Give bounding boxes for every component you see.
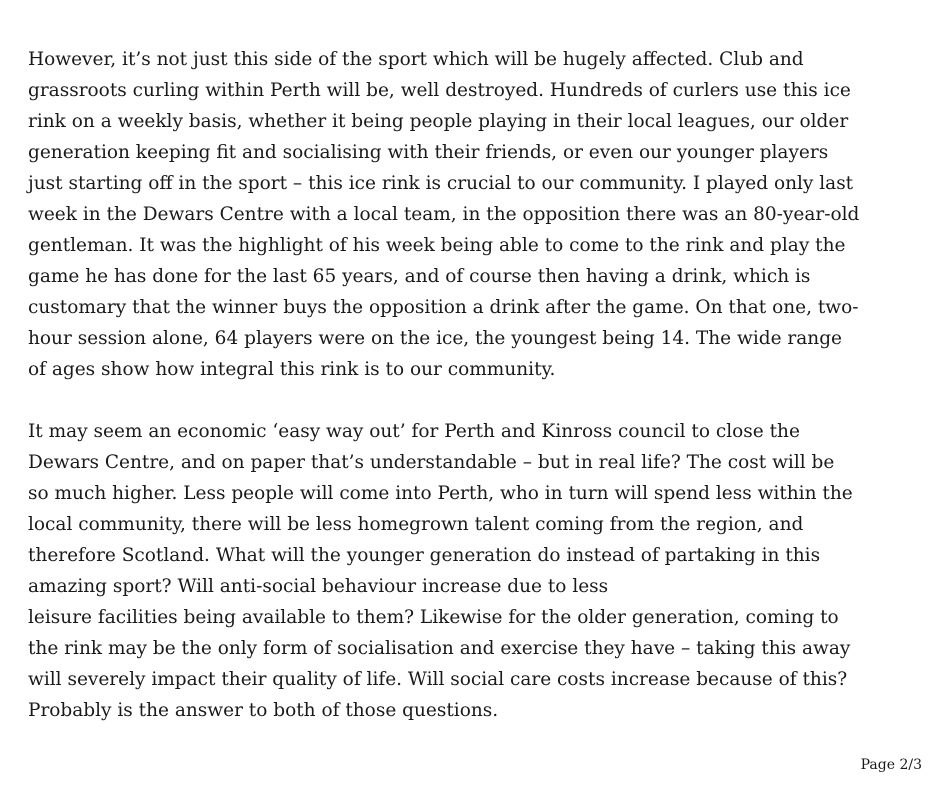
paragraph-line: game he has done for the last 65 years, and of course then having a drink, which is	[28, 266, 811, 287]
paragraph-line: grassroots curling within Perth will be, well destroyed. Hundreds of curlers use this ice	[28, 80, 851, 101]
paragraph-line: Dewars Centre, and on paper that’s understandable – but in real life? The cost will be	[28, 452, 835, 473]
paragraph-2	[28, 416, 912, 726]
paragraph-line: However, it’s not just this side of the sport which will be hugely affected. Club and	[28, 49, 804, 70]
paragraph-line: gentleman. It was the highlight of his week being able to come to the rink and play the	[28, 235, 846, 256]
page-number: Page 2/3	[860, 757, 922, 773]
paragraph-line: leisure facilities being available to them? Likewise for the older generation, coming to	[28, 607, 839, 628]
paragraph-line: customary that the winner buys the opposition a drink after the game. On that one, two-	[28, 297, 859, 318]
paragraph-line: therefore Scotland. What will the younger generation do instead of partaking in this	[28, 545, 821, 566]
paragraph-line: local community, there will be less homegrown talent coming from the region, and	[28, 514, 804, 535]
paragraph-line: of ages show how integral this rink is to our community.	[28, 359, 556, 380]
paragraph-line: rink on a weekly basis, whether it being people playing in their local leagues, our older	[28, 111, 849, 132]
paragraph-line: generation keeping fit and socialising with their friends, or even our younger players	[28, 142, 829, 163]
paragraph-1	[28, 44, 912, 385]
paragraph-line: week in the Dewars Centre with a local team, in the opposition there was an 80-year-old	[28, 204, 860, 225]
paragraph-line: amazing sport? Will anti-social behaviour increase due to less	[28, 576, 609, 597]
paragraph-line: just starting off in the sport – this ice rink is crucial to our community. I played only last	[28, 173, 854, 194]
paragraph-line: so much higher. Less people will come into Perth, who in turn will spend less within the	[28, 483, 853, 504]
paragraph-line: the rink may be the only form of socialisation and exercise they have – taking this away	[28, 638, 851, 659]
paragraph-line: will severely impact their quality of life. Will social care costs increase because of this?	[28, 669, 848, 690]
paragraph-line: It may seem an economic ‘easy way out’ for Perth and Kinross council to close the	[28, 421, 800, 442]
document-body	[28, 44, 912, 726]
paragraph-line: Probably is the answer to both of those questions.	[28, 700, 499, 721]
paragraph-spacer	[28, 385, 912, 416]
paragraph-line: hour session alone, 64 players were on the ice, the youngest being 14. The wide range	[28, 328, 842, 349]
